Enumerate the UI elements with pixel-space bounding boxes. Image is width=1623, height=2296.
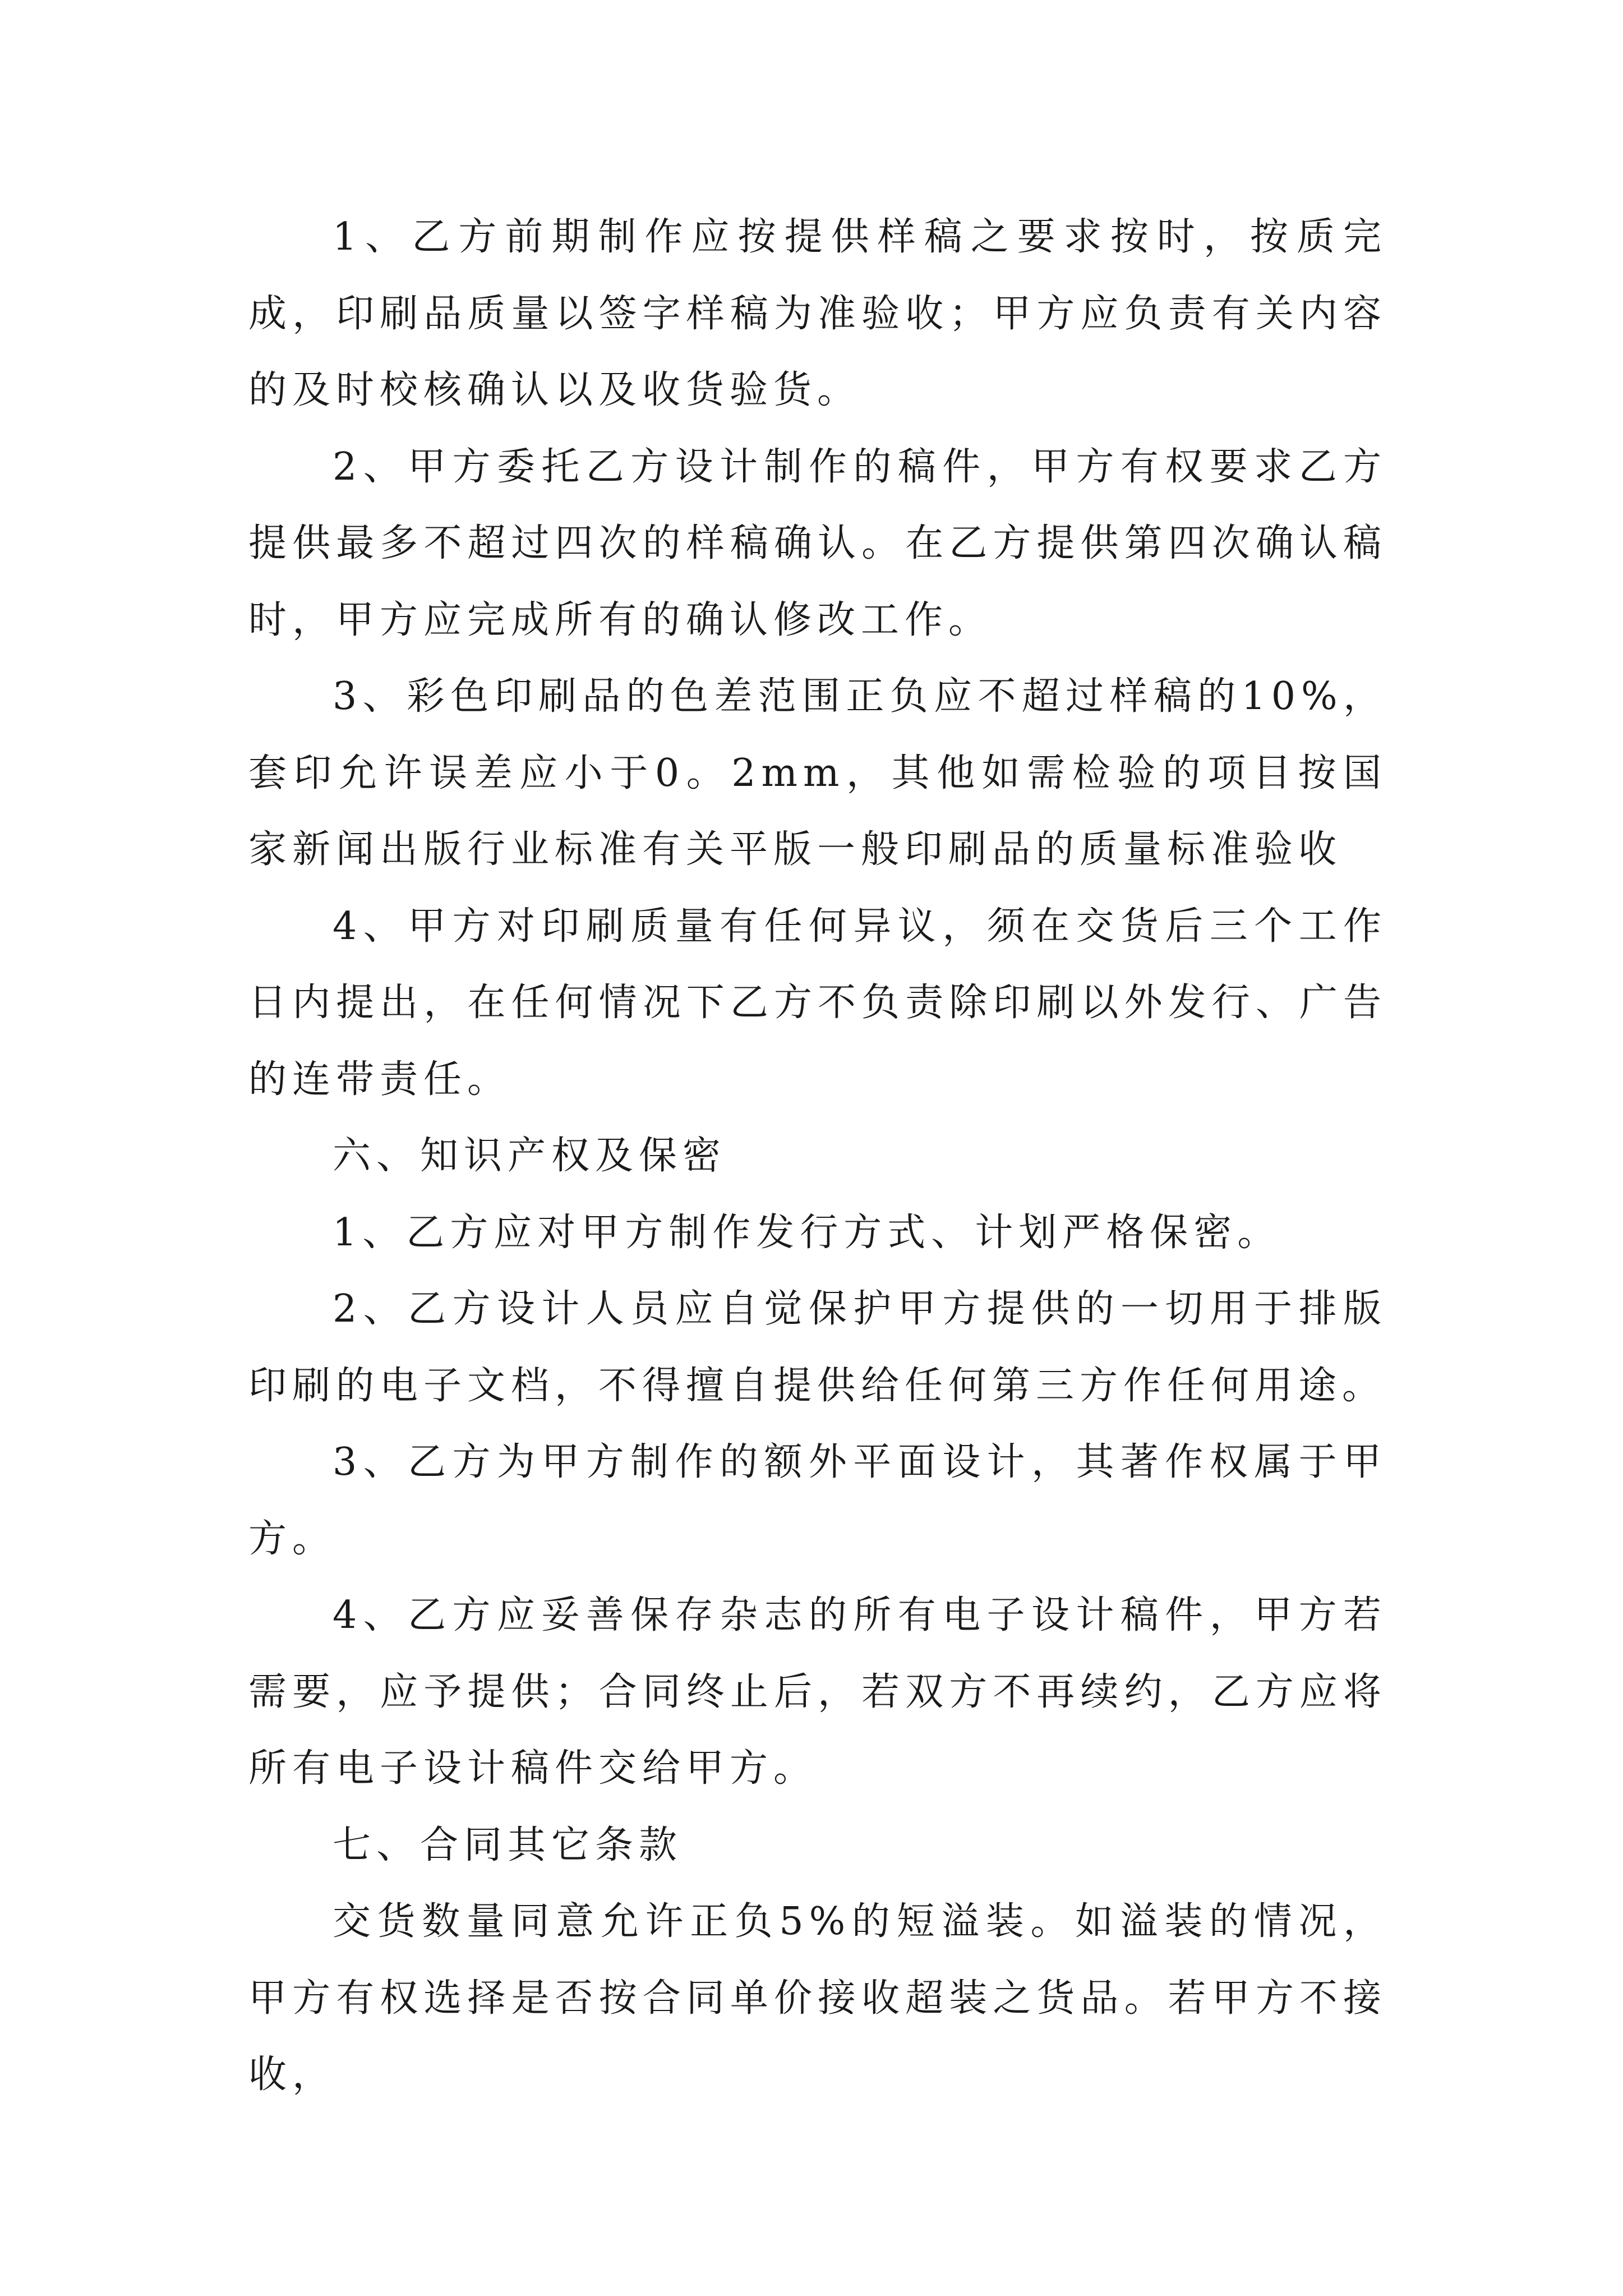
section-heading-other-terms: 七、合同其它条款 bbox=[333, 1823, 683, 1867]
clause-6-3-paragraph: 3、乙方为甲方制作的额外平面设计，其著作权属于甲方。 bbox=[248, 1440, 1387, 1561]
clause-5-2-paragraph: 2、甲方委托乙方设计制作的稿件，甲方有权要求乙方提供最多不超过四次的样稿确认。在乙方提供第四次确认稿时，甲方应完成所有的确认修改工作。 bbox=[248, 444, 1387, 642]
clause-5-3-paragraph: 3、彩色印刷品的色差范围正负应不超过样稿的10%，套印允许误差应小于0。2mm，其他如需检验的项目按国家新闻出版行业标准有关平版一般印刷品的质量标准验收 bbox=[248, 674, 1387, 872]
clause-6-2-paragraph: 2、乙方设计人员应自觉保护甲方提供的一切用于排版印刷的电子文档，不得擅自提供给任何第三方作任何用途。 bbox=[248, 1287, 1387, 1408]
clause-5-1-paragraph: 1、乙方前期制作应按提供样稿之要求按时，按质完成，印刷品质量以签字样稿为准验收；甲方应负责有关内容的及时校核确认以及收货验货。 bbox=[248, 215, 1387, 412]
clause-5-4-paragraph: 4、甲方对印刷质量有任何异议，须在交货后三个工作日内提出，在任何情况下乙方不负责除印刷以外发行、广告的连带责任。 bbox=[248, 904, 1387, 1102]
clause-6-1-paragraph: 1、乙方应对甲方制作发行方式、计划严格保密。 bbox=[333, 1210, 1281, 1255]
clause-7-paragraph: 交货数量同意允许正负5%的短溢装。如溢装的情况，甲方有权选择是否按合同单价接收超装之货品。若甲方不接收， bbox=[248, 1899, 1387, 2097]
section-heading-ip-confidentiality: 六、知识产权及保密 bbox=[333, 1134, 727, 1178]
document-body bbox=[248, 199, 1387, 2114]
clause-6-4-paragraph: 4、乙方应妥善保存杂志的所有电子设计稿件，甲方若需要，应予提供；合同终止后，若双方不再续约，乙方应将所有电子设计稿件交给甲方。 bbox=[248, 1593, 1387, 1791]
